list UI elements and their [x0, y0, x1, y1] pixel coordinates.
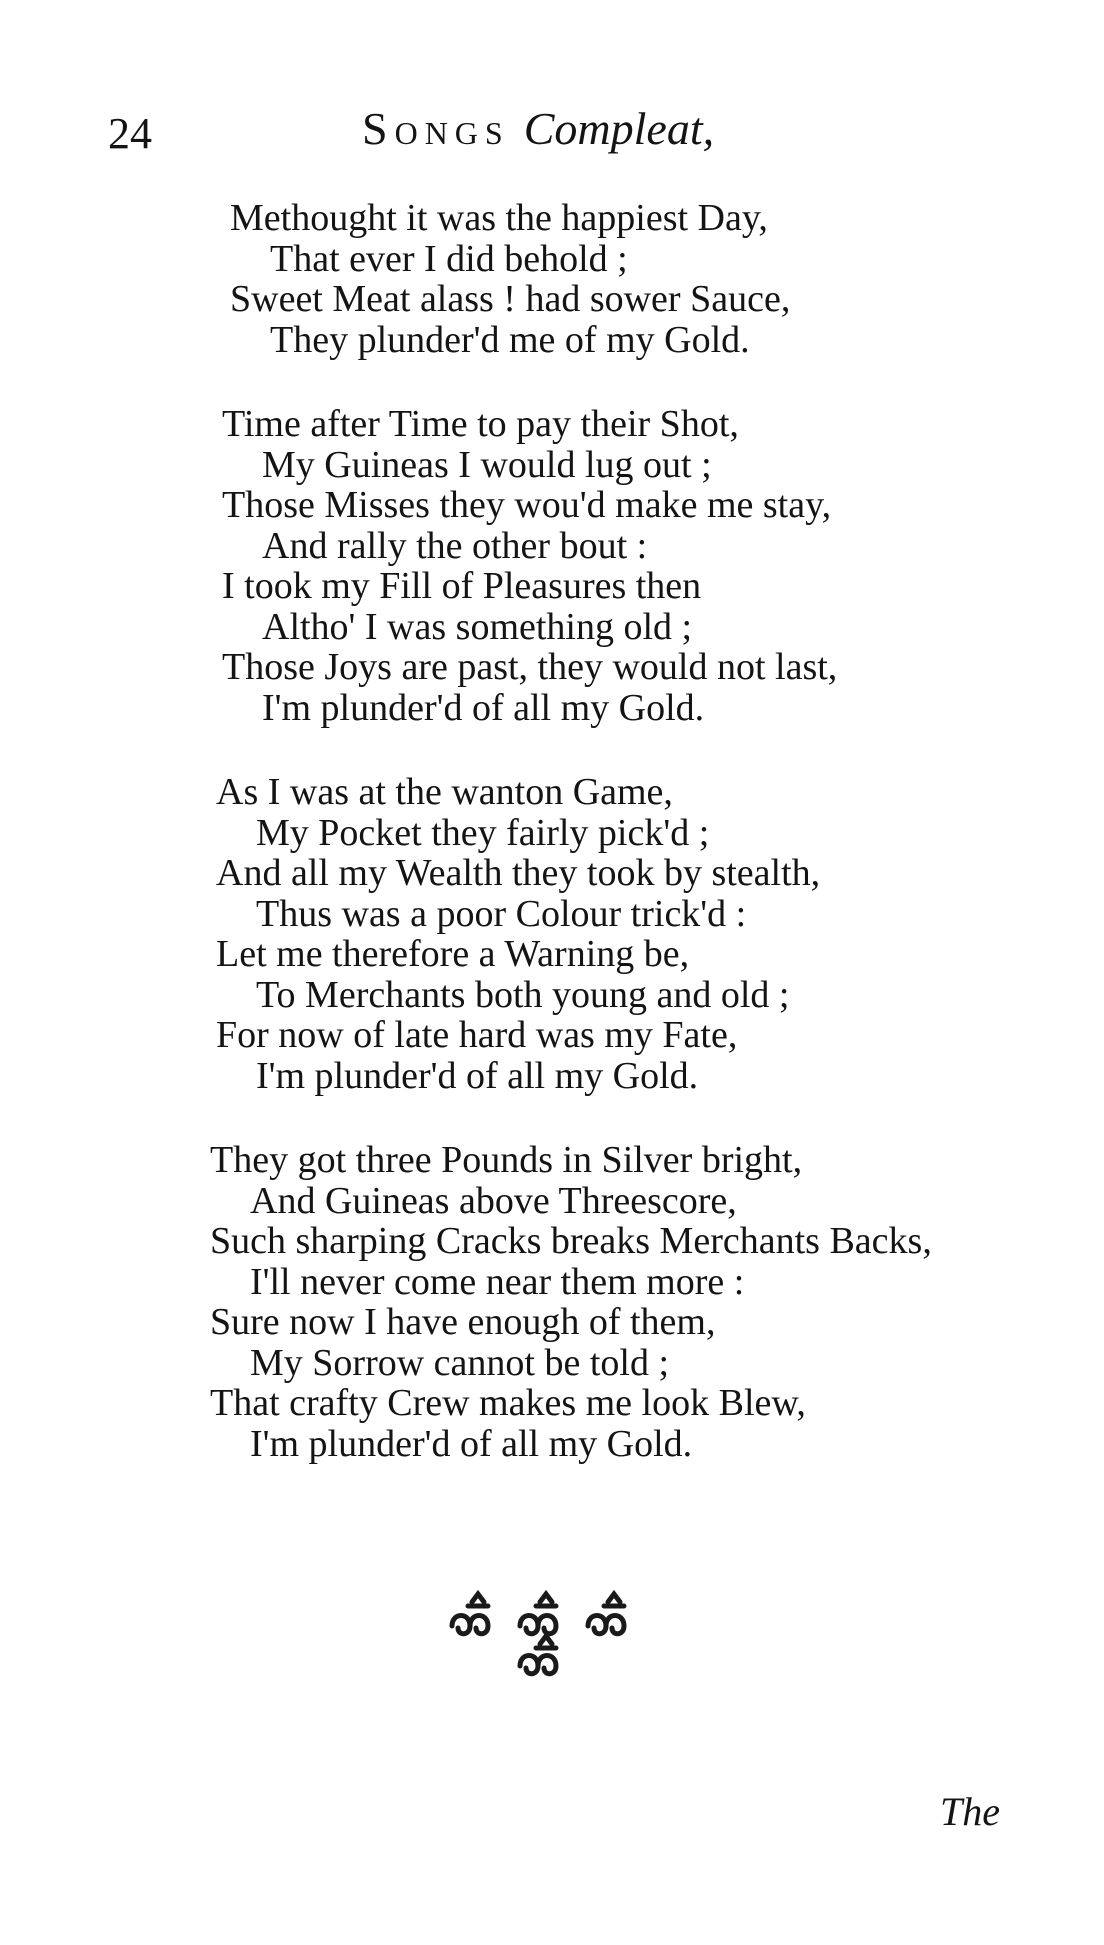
verse-line: Time after Time to pay their Shot, — [222, 403, 739, 445]
running-head — [362, 103, 715, 154]
verse-line: I'll never come near them more : — [250, 1260, 745, 1303]
page-number: 24 — [108, 109, 152, 158]
verse-line: Thus was a poor Colour trick'd : — [256, 892, 747, 935]
verse-line: I took my Fill of Pleasures then — [222, 565, 702, 607]
verse-line: My Pocket they fairly pick'd ; — [256, 811, 710, 854]
verse-line: Sure now I have enough of them, — [210, 1301, 716, 1343]
verse-line: As I was at the wanton Game, — [216, 771, 673, 813]
verse-line: And Guineas above Threescore, — [250, 1179, 737, 1222]
stanza-2 — [0, 404, 1104, 728]
verse-line: I'm plunder'd of all my Gold. — [262, 686, 705, 729]
running-head-caps: Songs — [362, 103, 510, 154]
verse-line: And all my Wealth they took by stealth, — [216, 852, 821, 894]
fleuron-ornament-icon — [438, 1584, 638, 1684]
verse-line: Sweet Meat alass ! had sower Sauce, — [230, 278, 791, 320]
stanza-4 — [0, 1140, 1104, 1464]
verse-line: To Merchants both young and old ; — [256, 973, 790, 1016]
verse-line: That ever I did behold ; — [270, 237, 628, 280]
verse-line: Those Joys are past, they would not last, — [222, 646, 838, 688]
verse-line: Those Misses they wou'd make me stay, — [222, 484, 832, 526]
stanza-1 — [0, 198, 1104, 360]
verse-line: For now of late hard was my Fate, — [216, 1014, 738, 1056]
verse-line: They plunder'd me of my Gold. — [270, 318, 750, 361]
stanza-3 — [0, 772, 1104, 1096]
verse-line: I'm plunder'd of all my Gold. — [256, 1054, 699, 1097]
verse-line: That crafty Crew makes me look Blew, — [210, 1382, 806, 1424]
catchword: The — [940, 1789, 1000, 1834]
verse-line: Let me therefore a Warning be, — [216, 933, 690, 975]
verse-line: Altho' I was something old ; — [262, 605, 693, 648]
verse-line: I'm plunder'd of all my Gold. — [250, 1422, 693, 1465]
verse-line: My Guineas I would lug out ; — [262, 443, 712, 486]
verse-line: Such sharping Cracks breaks Merchants Backs, — [210, 1220, 932, 1262]
verse-line: And rally the other bout : — [262, 524, 648, 567]
poem-body — [0, 198, 1104, 1508]
verse-line: They got three Pounds in Silver bright, — [210, 1139, 803, 1181]
verse-line: My Sorrow cannot be told ; — [250, 1341, 670, 1384]
verse-line: Methought it was the happiest Day, — [230, 197, 768, 239]
running-head-italic: Compleat, — [523, 103, 715, 154]
